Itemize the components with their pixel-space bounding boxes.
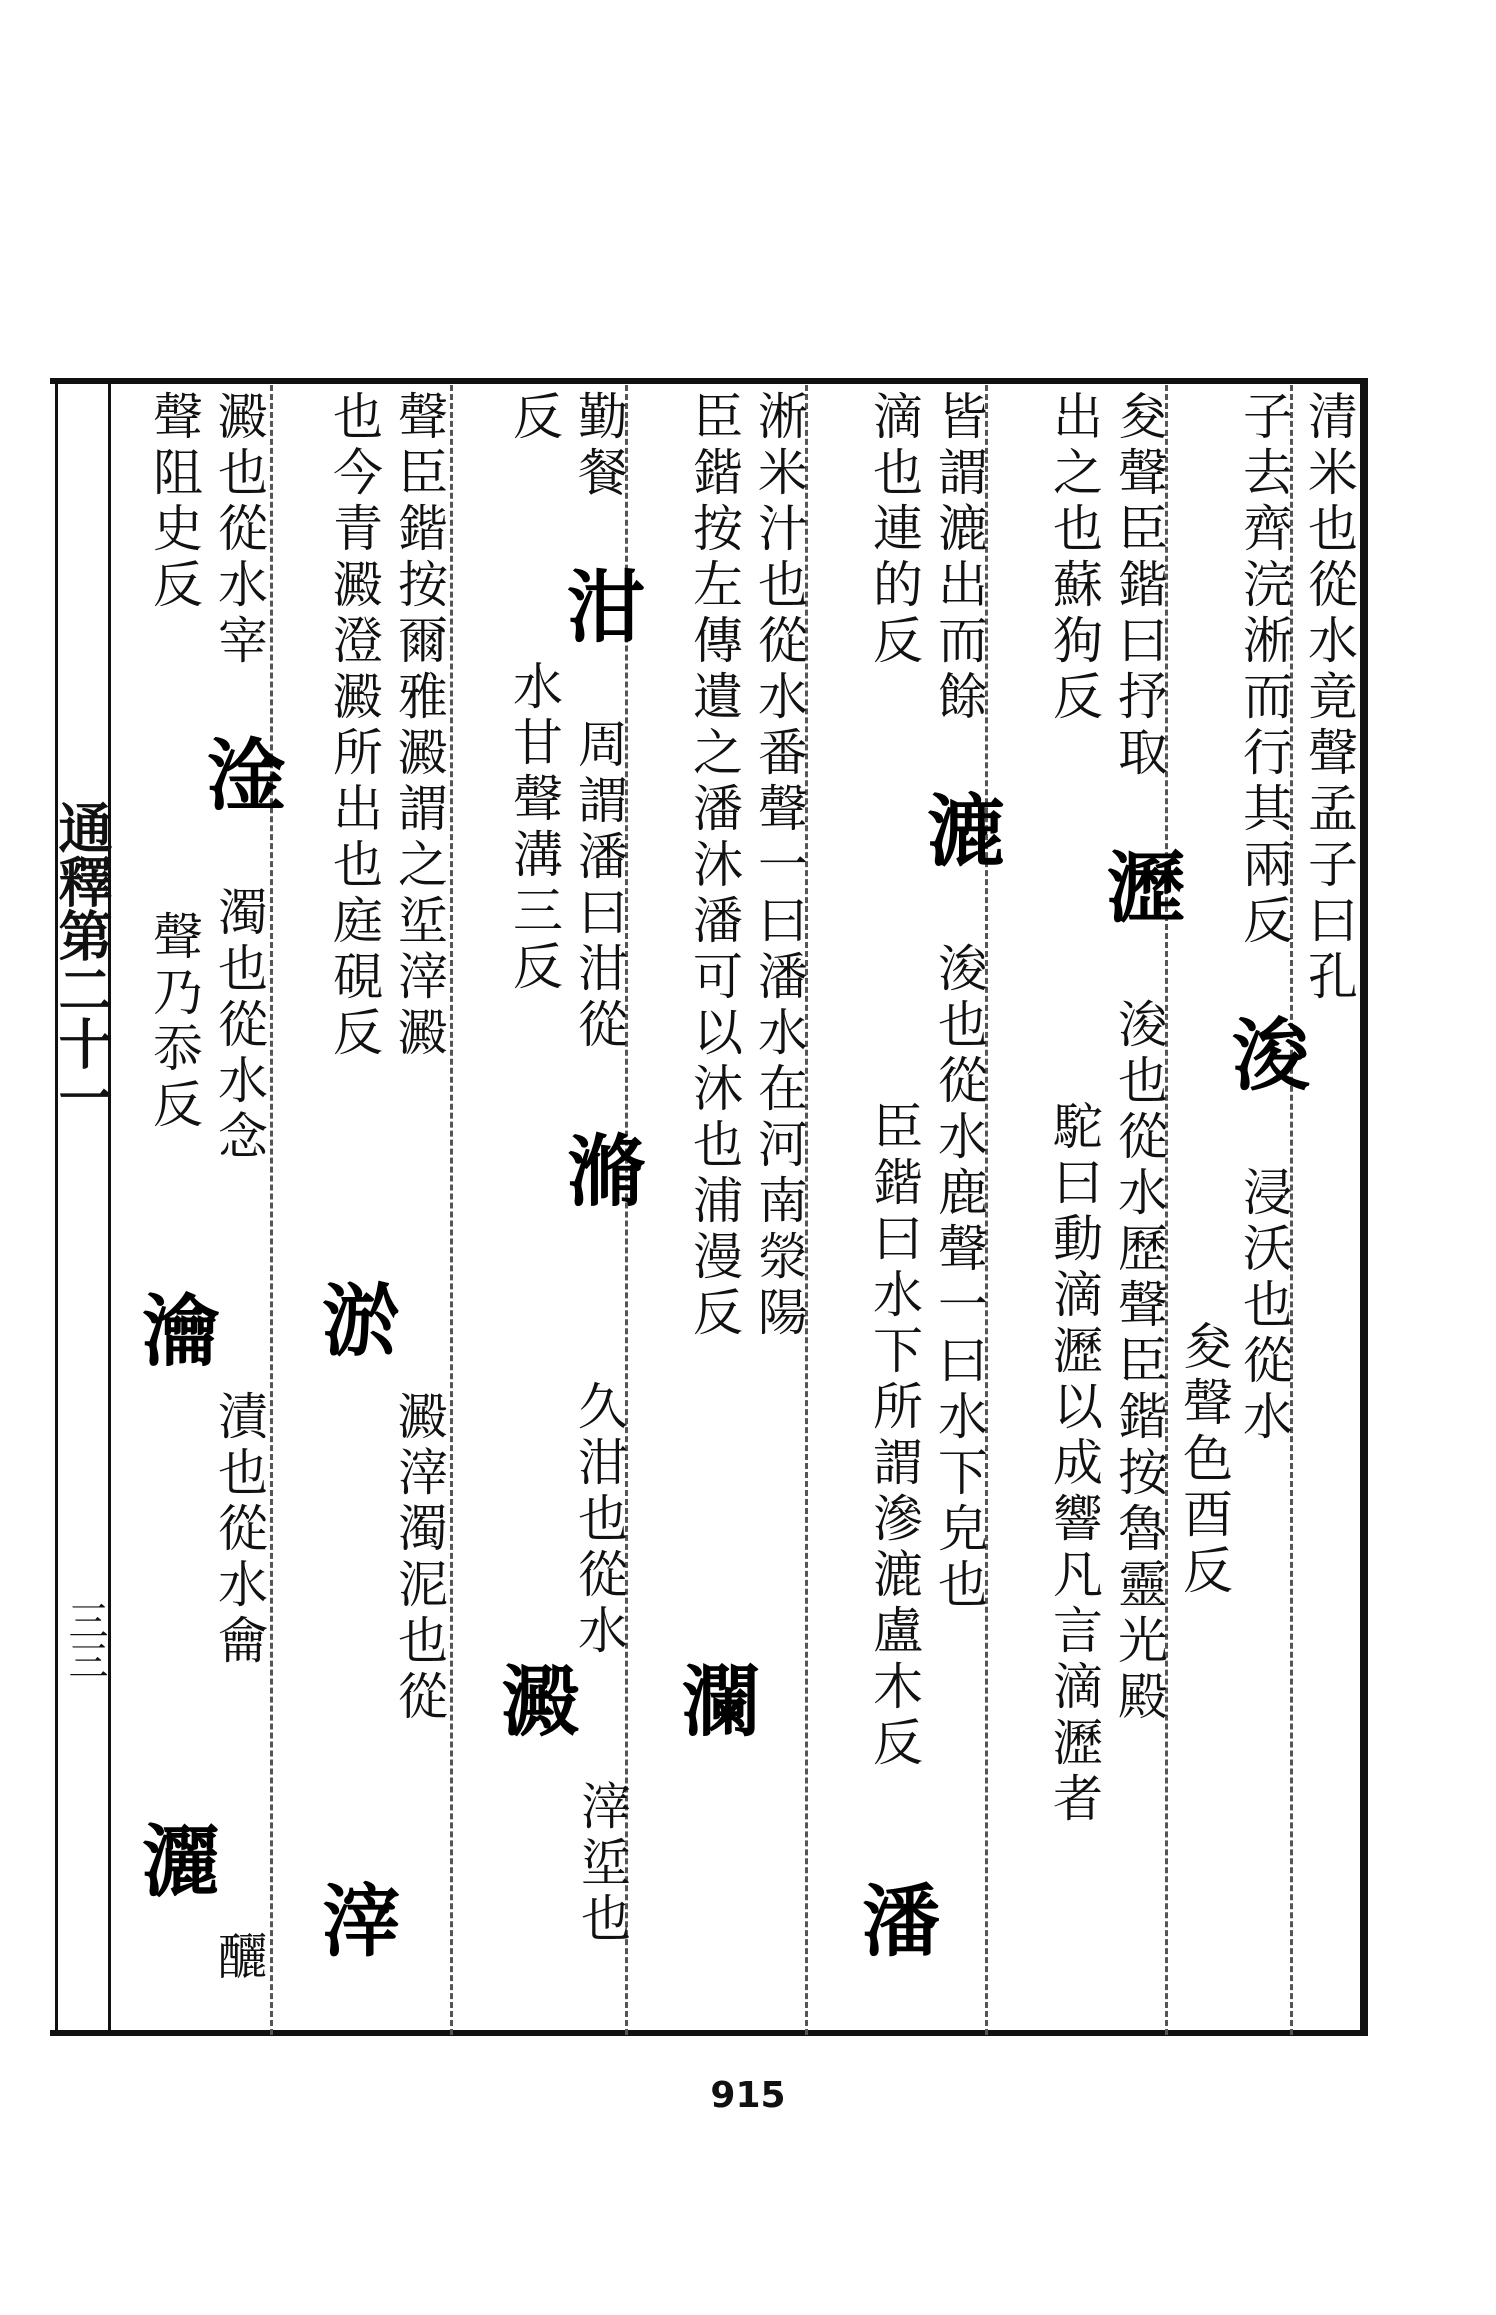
seal-script-character: 滫 (554, 1130, 645, 1218)
seal-gloss-text: 澱滓濁泥也從 (390, 1390, 448, 1726)
seal-block (554, 1130, 645, 1390)
column-text: 聲阻史反 (145, 390, 203, 614)
seal-gloss-text: 滓垽也 (573, 1780, 631, 1948)
column-text: 駝曰動滴瀝以成響凡言滴瀝者 (1045, 1100, 1103, 1828)
seal-block (129, 1290, 220, 1450)
column-text: 子去齊浣淅而行其兩反 (1235, 390, 1293, 950)
column-text: 也今青澱澄澱所出也庭硯反 (325, 390, 383, 1062)
text-column (140, 910, 208, 1290)
seal-block (489, 1660, 580, 2020)
column-text: 浸沃也從水 (1235, 1166, 1293, 1446)
seal-gloss (205, 1390, 273, 2020)
column-text: 淅米汁也從水番聲一曰潘水在河南滎陽 (750, 390, 808, 1342)
seal-script-character: 瀝 (1094, 846, 1185, 934)
column-text: 澱也從水宰 (210, 390, 268, 670)
column-text: 臣鍇曰水下所謂滲漉盧木反 (865, 1100, 923, 1772)
seal-block (309, 1280, 400, 1580)
page-number: 915 (710, 2075, 786, 2116)
margin-title: 通釋第二十一 (50, 800, 114, 1124)
text-column (1170, 1320, 1238, 2020)
seal-script-character: 泔 (554, 566, 645, 654)
text-column (745, 390, 813, 2030)
seal-script-character: 浚 (1219, 1014, 1310, 1102)
column-text: 聲臣鍇按爾雅澱謂之垽滓澱 (390, 390, 448, 1062)
column-text: 皆謂漉出而餘 (930, 390, 988, 726)
column-text: 勤餐 (570, 390, 628, 502)
seal-block (849, 1880, 940, 2020)
seal-script-character: 瀾 (669, 1660, 760, 1748)
seal-script-character: 滓 (309, 1880, 400, 1968)
frame-top-border (50, 378, 1365, 384)
column-text: 聲乃忝反 (145, 910, 203, 1134)
column-text: 夋聲色酉反 (1175, 1320, 1233, 1600)
seal-gloss-text: 久泔也從水 (570, 1380, 628, 1660)
seal-gloss (568, 1780, 636, 2020)
column-text: 反 (505, 390, 563, 446)
text-column (1219, 390, 1310, 2030)
seal-script-character: 潘 (849, 1880, 940, 1968)
seal-gloss (205, 1930, 273, 2020)
column-text: 浚也從水鹿聲一曰水下皃也 (930, 942, 988, 1614)
text-column (1295, 390, 1363, 2030)
seal-gloss-text: 漬也從水龠 (210, 1390, 268, 1670)
seal-script-character: 漉 (914, 790, 1005, 878)
column-text: 夋聲臣鍇曰抒取 (1110, 390, 1168, 782)
seal-script-character: 淦 (194, 734, 285, 822)
text-column (914, 390, 1005, 2030)
column-text: 滴也連的反 (865, 390, 923, 670)
text-column (1040, 1100, 1108, 2020)
seal-gloss-text: 釃 (210, 1930, 268, 1986)
column-text: 周謂潘曰泔從 (570, 718, 628, 1054)
text-column (500, 660, 568, 1060)
seal-script-character: 澱 (489, 1660, 580, 1748)
seal-script-character: 淤 (309, 1280, 400, 1368)
seal-block (309, 1880, 400, 2020)
column-text: 濁也從水念 (210, 886, 268, 1166)
seal-block (669, 1660, 760, 1920)
column-text: 浚也從水歷聲臣鍇按魯靈光殿 (1110, 998, 1168, 1726)
seal-block (129, 1820, 220, 2020)
column-text: 出之也蘇狗反 (1045, 390, 1103, 726)
seal-script-character: 瀹 (129, 1290, 220, 1378)
text-column (309, 390, 400, 2030)
column-text: 水甘聲溝三反 (505, 660, 563, 996)
column-text: 臣鍇按左傳遺之潘沐潘可以沐也浦漫反 (685, 390, 743, 1342)
seal-script-character: 灑 (129, 1820, 220, 1908)
column-text: 清米也從水竟聲孟子曰孔 (1300, 390, 1358, 1006)
margin-folio: 三三 (62, 1600, 108, 1680)
text-column (1094, 390, 1185, 2030)
